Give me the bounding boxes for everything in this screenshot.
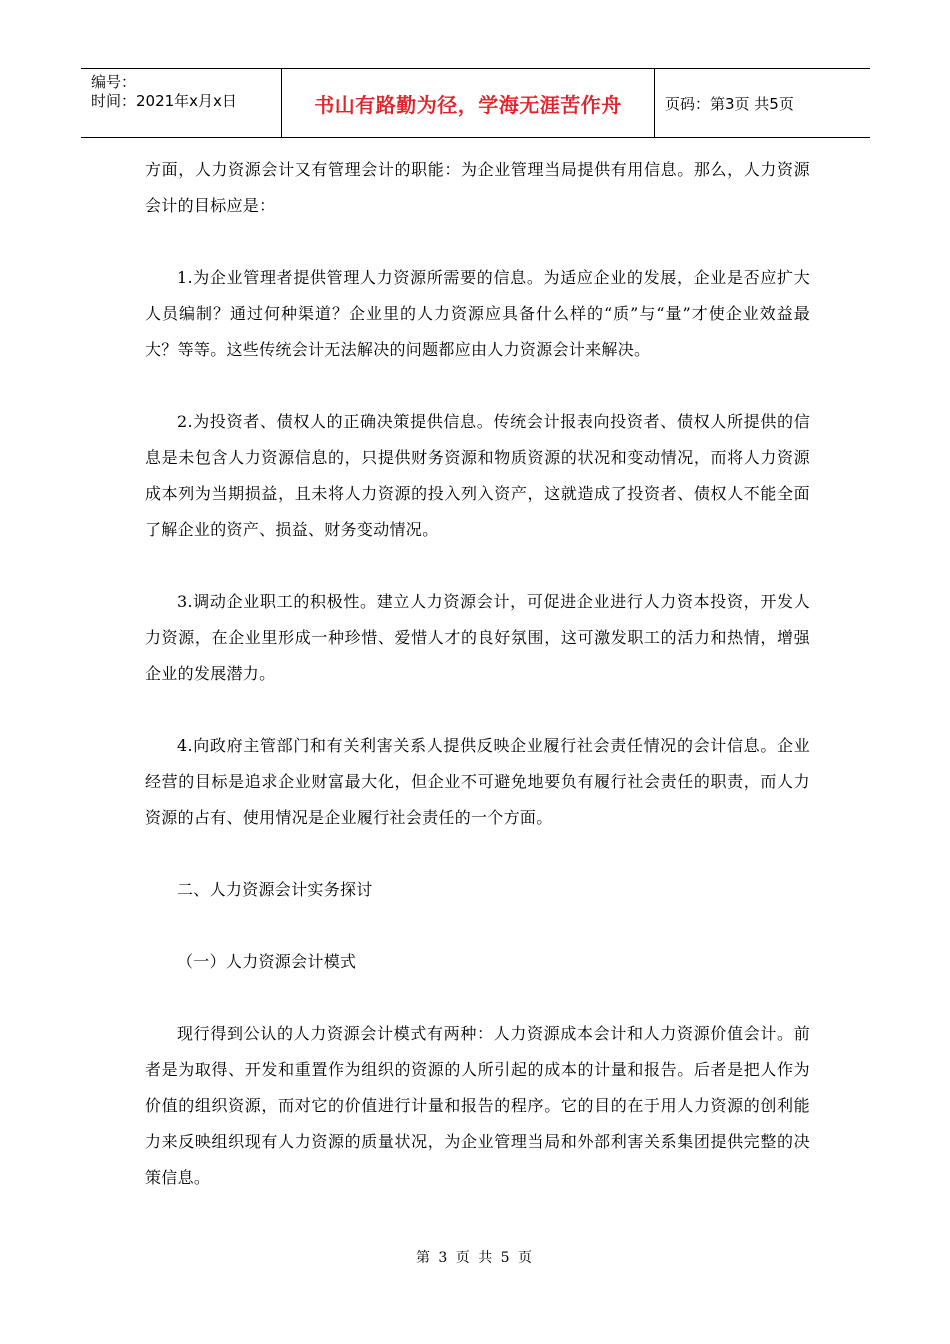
page-footer: 第 3 页 共 5 页 [415,1250,535,1266]
header-motto: 书山有路勤为径，学海无涯苦作舟 [282,69,655,137]
document-body [145,152,810,1232]
header-left-cell [81,69,282,137]
paragraph-item-1: 1.为企业管理者提供管理人力资源所需要的信息。为适应企业的发展，企业是否应扩大人员编制？通过何种渠道？企业里的人力资源应具备什么样的“质”与“量”才使企业效益最大？等等。这些传统会计无法解决的问题都应由人力资源会计来解决。 [145,268,810,359]
time-label: 时间：2021年x月x日 [91,92,237,110]
paragraph-continuation: 方面，人力资源会计又有管理会计的职能：为企业管理当局提供有用信息。那么，人力资源会计的目标应是： [145,160,810,215]
header-page-label: 页码：第3页 共5页 [665,94,794,113]
number-label: 编号： [91,73,137,91]
document-header [81,68,870,138]
paragraph-item-4: 4.向政府主管部门和有关利害关系人提供反映企业履行社会责任情况的会计信息。企业经营的目标是追求企业财富最大化，但企业不可避免地要负有履行社会责任的职责，而人力资源的占有、使用情况是企业履行社会责任的一个方面。 [145,736,810,827]
paragraph-item-3: 3.调动企业职工的积极性。建立人力资源会计，可促进企业进行人力资本投资，开发人力资源，在企业里形成一种珍惜、爱惜人才的良好氛围，这可激发职工的活力和热情，增强企业的发展潜力。 [145,592,810,683]
paragraph-models: 现行得到公认的人力资源会计模式有两种：人力资源成本会计和人力资源价值会计。前者是为取得、开发和重置作为组织的资源的人所引起的成本的计量和报告。后者是把人作为价值的组织资源，而对它的价值进行计量和报告的程序。它的目的在于用人力资源的创利能力来反映组织现有人力资源的质量状况，为企业管理当局和外部利害关系集团提供完整的决策信息。 [145,1024,810,1187]
section-heading: 二、人力资源会计实务探讨 [177,880,373,899]
paragraph-item-2: 2.为投资者、债权人的正确决策提供信息。传统会计报表向投资者、债权人所提供的信息是未包含人力资源信息的，只提供财务资源和物质资源的状况和变动情况，而将人力资源成本列为当期损益，且未将人力资源的投入列入资产，这就造成了投资者、债权人不能全面了解企业的资产、损益、财务变动情况。 [145,412,810,539]
subsection-heading: （一）人力资源会计模式 [177,952,357,971]
